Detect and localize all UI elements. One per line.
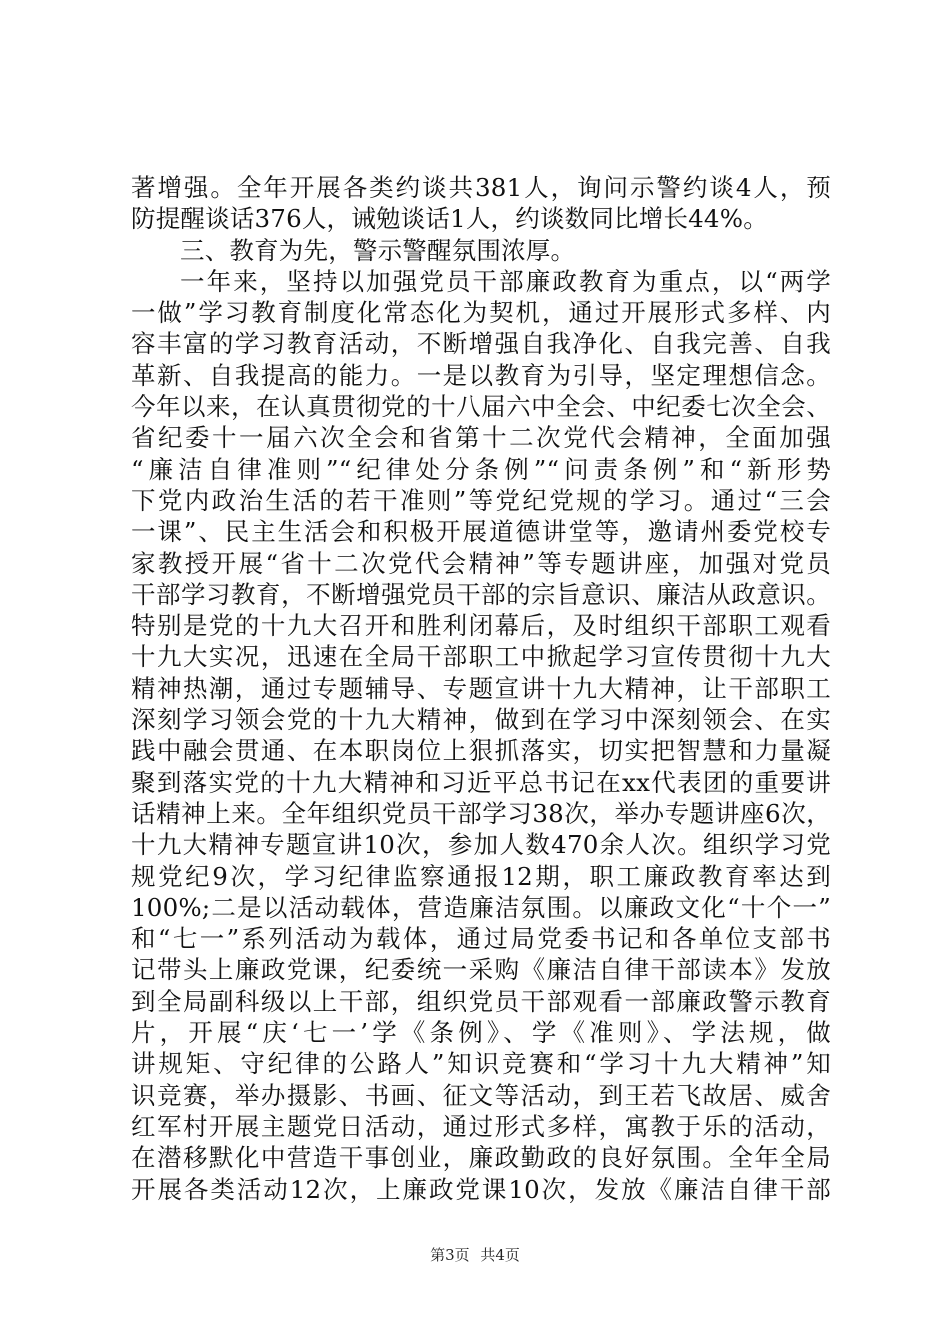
text-line: 容丰富的学习教育活动，不断增强自我净化、自我完善、自我 [131, 329, 831, 359]
text-line: 开展各类活动12次，上廉政党课10次，发放《廉洁自律干部 [131, 1174, 831, 1204]
text-line: 下党内政治生活的若干准则”等党纪党规的学习。通过“三会 [131, 485, 831, 515]
text-line: 今年以来，在认真贯彻党的十八届六中全会、中纪委七次全会、 [131, 392, 831, 422]
section-heading: 三、教育为先，警示警醒氛围浓厚。 [180, 235, 576, 265]
text-line: 革新、自我提高的能力。一是以教育为引导，坚定理想信念。 [131, 360, 831, 390]
text-line: 十九大精神专题宣讲10次，参加人数470余人次。组织学习党 [131, 830, 831, 860]
text-line: 片，开展“庆‘七一’学《条例》、学《准则》、学法规，做 [131, 1018, 831, 1048]
text-line: “廉洁自律准则”“纪律处分条例”“问责条例”和“新形势 [131, 454, 831, 484]
page-footer [0, 1245, 950, 1265]
text-line: 一课”、民主生活会和积极开展道德讲堂等，邀请州委党校专 [131, 517, 831, 547]
text-line: 深刻学习领会党的十九大精神，做到在学习中深刻领会、在实 [131, 705, 831, 735]
text-line: 特别是党的十九大召开和胜利闭幕后，及时组织干部职工观看 [131, 611, 831, 641]
text-line: 省纪委十一届六次全会和省第十二次党代会精神，全面加强 [131, 423, 831, 453]
text-line: 一年来，坚持以加强党员干部廉政教育为重点，以“两学 [180, 266, 831, 296]
text-line: 和“七一”系列活动为载体，通过局党委书记和各单位支部书 [131, 924, 831, 954]
text-line: 讲规矩、守纪律的公路人”知识竞赛和“学习十九大精神”知 [131, 1049, 831, 1079]
text-line: 记带头上廉政党课，纪委统一采购《廉洁自律干部读本》发放 [131, 955, 831, 985]
text-line: 家教授开展“省十二次党代会精神”等专题讲座，加强对党员 [131, 548, 831, 578]
text-line: 话精神上来。全年组织党员干部学习38次，举办专题讲座6次， [131, 798, 831, 828]
page-total: 共4页 [480, 1246, 520, 1264]
text-line: 一做”学习教育制度化常态化为契机，通过开展形式多样、内 [131, 298, 831, 328]
text-line: 精神热潮，通过专题辅导、专题宣讲十九大精神，让干部职工 [131, 673, 831, 703]
body-text [131, 172, 831, 1205]
text-line: 防提醒谈话376人，诫勉谈话1人，约谈数同比增长44%。 [131, 204, 768, 234]
text-line: 践中融会贯通、在本职岗位上狠抓落实，切实把智慧和力量凝 [131, 736, 831, 766]
text-line: 识竞赛，举办摄影、书画、征文等活动，到王若飞故居、威舍 [131, 1080, 831, 1110]
text-line: 100%;二是以活动载体，营造廉洁氛围。以廉政文化“十个一” [131, 892, 831, 922]
text-line: 十九大实况，迅速在全局干部职工中掀起学习宣传贯彻十九大 [131, 642, 831, 672]
text-line: 红军村开展主题党日活动，通过形式多样，寓教于乐的活动， [131, 1111, 831, 1141]
text-line: 著增强。全年开展各类约谈共381人，询问示警约谈4人，预 [131, 173, 831, 202]
text-line: 规党纪9次，学习纪律监察通报12期，职工廉政教育率达到 [131, 861, 831, 891]
text-line: 聚到落实党的十九大精神和习近平总书记在xx代表团的重要讲 [131, 767, 831, 797]
text-line: 干部学习教育，不断增强党员干部的宗旨意识、廉洁从政意识。 [131, 579, 831, 609]
page-number: 第3页 [430, 1246, 470, 1264]
text-line: 到全局副科级以上干部，组织党员干部观看一部廉政警示教育 [131, 986, 831, 1016]
text-line: 在潜移默化中营造干事创业，廉政勤政的良好氛围。全年全局 [131, 1143, 831, 1173]
